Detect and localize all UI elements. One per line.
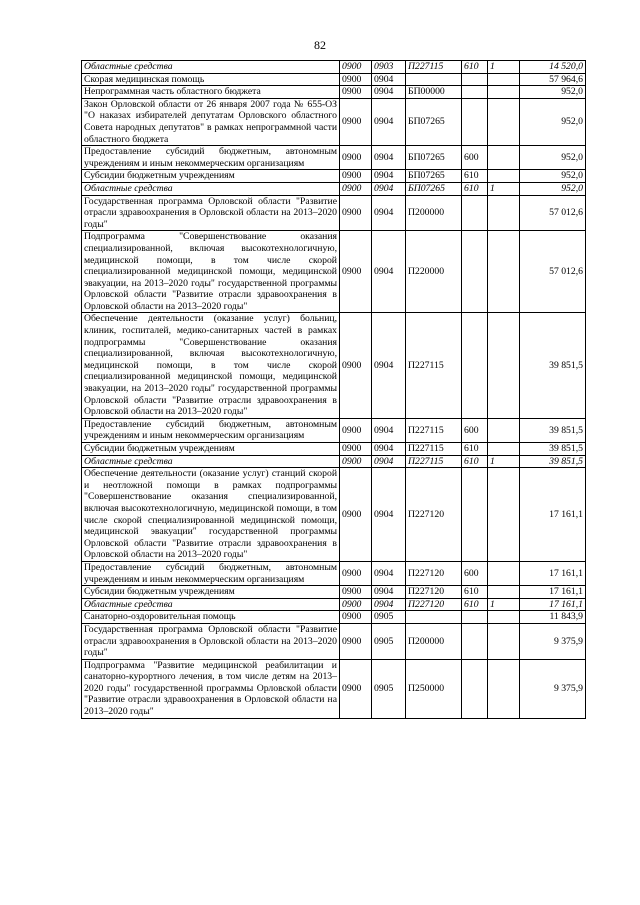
section-code-cell: 0900	[340, 418, 372, 442]
section-code-cell: 0900	[340, 561, 372, 585]
expense-type-cell	[462, 313, 488, 418]
row-name-cell: Областные средства	[82, 455, 340, 468]
target-article-cell: БП07265	[406, 98, 462, 145]
section-code-cell: 0900	[340, 468, 372, 562]
section-code-cell: 0900	[340, 623, 372, 659]
section-code-cell: 0900	[340, 231, 372, 313]
subsection-code-cell: 0904	[372, 170, 406, 183]
row-name-cell: Субсидии бюджетным учреждениям	[82, 586, 340, 599]
target-article-cell: П227115	[406, 313, 462, 418]
amount-cell: 9 375,9	[520, 659, 586, 718]
subsection-code-cell: 0904	[372, 231, 406, 313]
subsection-code-cell: 0904	[372, 195, 406, 231]
subsection-code-cell: 0905	[372, 611, 406, 624]
amount-cell: 952,0	[520, 98, 586, 145]
amount-cell: 57 964,6	[520, 73, 586, 86]
amount-cell: 17 161,1	[520, 598, 586, 611]
subsection-code-cell: 0904	[372, 146, 406, 170]
subsection-code-cell: 0904	[372, 182, 406, 195]
row-name-cell: Государственная программа Орловской области "Развитие отрасли здравоохранения в Орловской области на 2013–2020 годы"	[82, 623, 340, 659]
section-code-cell: 0900	[340, 195, 372, 231]
section-code-cell: 0900	[340, 98, 372, 145]
section-code-cell: 0900	[340, 659, 372, 718]
target-article-cell: П227115	[406, 418, 462, 442]
expense-type-cell: 610	[462, 443, 488, 456]
row-name-cell: Предоставление субсидий бюджетным, автономным учреждениям и иным некоммерческим организациям	[82, 561, 340, 585]
row-name-cell: Непрограммная часть областного бюджета	[82, 86, 340, 99]
row-name-cell: Областные средства	[82, 182, 340, 195]
subsection-code-cell: 0904	[372, 86, 406, 99]
amount-cell: 17 161,1	[520, 561, 586, 585]
row-name-cell: Подпрограмма "Развитие медицинской реабилитации и санаторно-курортного лечения, в том числе детям на 2013–2020 годы" государственной программы Орловской области "Развитие отрасли здравоохранения в Орловской области на 2013–2020 годы"	[82, 659, 340, 718]
expense-type-cell	[462, 468, 488, 562]
table-row	[82, 598, 586, 611]
funding-source-cell	[488, 623, 520, 659]
table-row	[82, 86, 586, 99]
amount-cell: 57 012,6	[520, 195, 586, 231]
table-row	[82, 468, 586, 562]
expense-type-cell	[462, 86, 488, 99]
amount-cell: 39 851,5	[520, 418, 586, 442]
funding-source-cell	[488, 561, 520, 585]
subsection-code-cell: 0904	[372, 468, 406, 562]
target-article-cell: П227115	[406, 455, 462, 468]
funding-source-cell	[488, 98, 520, 145]
target-article-cell: БП07265	[406, 146, 462, 170]
row-name-cell: Обеспечение деятельности (оказание услуг) станций скорой и неотложной помощи в рамках подпрограммы "Совершенствование оказания специализированной, включая высокотехнологичную, медицинской помощи, в том числе скорой специализированной медицинской помощи, медицинской эвакуации" государственной программы Орловской области "Развитие отрасли здравоохранения в Орловской области на 2013–2020 годы"	[82, 468, 340, 562]
row-name-cell: Областные средства	[82, 598, 340, 611]
expense-type-cell: 610	[462, 586, 488, 599]
expense-type-cell	[462, 98, 488, 145]
section-code-cell: 0900	[340, 86, 372, 99]
expense-type-cell: 610	[462, 455, 488, 468]
subsection-code-cell: 0904	[372, 598, 406, 611]
funding-source-cell	[488, 313, 520, 418]
table-row	[82, 623, 586, 659]
target-article-cell: П227120	[406, 561, 462, 585]
funding-source-cell: 1	[488, 182, 520, 195]
row-name-cell: Предоставление субсидий бюджетным, автономным учреждениям и иным некоммерческим организациям	[82, 418, 340, 442]
subsection-code-cell: 0905	[372, 623, 406, 659]
section-code-cell: 0900	[340, 313, 372, 418]
subsection-code-cell: 0904	[372, 313, 406, 418]
section-code-cell: 0900	[340, 182, 372, 195]
subsection-code-cell: 0904	[372, 455, 406, 468]
table-row	[82, 170, 586, 183]
funding-source-cell	[488, 170, 520, 183]
table-row	[82, 146, 586, 170]
target-article-cell: П200000	[406, 623, 462, 659]
target-article-cell: БП07265	[406, 170, 462, 183]
row-name-cell: Областные средства	[82, 61, 340, 74]
amount-cell: 952,0	[520, 182, 586, 195]
table-row	[82, 418, 586, 442]
expense-type-cell	[462, 195, 488, 231]
budget-table-body	[82, 61, 586, 719]
expense-type-cell: 600	[462, 561, 488, 585]
target-article-cell: П227120	[406, 586, 462, 599]
target-article-cell: П250000	[406, 659, 462, 718]
row-name-cell: Санаторно-оздоровительная помощь	[82, 611, 340, 624]
amount-cell: 57 012,6	[520, 231, 586, 313]
target-article-cell	[406, 611, 462, 624]
funding-source-cell	[488, 611, 520, 624]
subsection-code-cell: 0904	[372, 561, 406, 585]
subsection-code-cell: 0904	[372, 73, 406, 86]
expense-type-cell	[462, 659, 488, 718]
funding-source-cell	[488, 659, 520, 718]
amount-cell: 9 375,9	[520, 623, 586, 659]
expense-type-cell	[462, 73, 488, 86]
target-article-cell: П227115	[406, 61, 462, 74]
target-article-cell: БП07265	[406, 182, 462, 195]
funding-source-cell: 1	[488, 61, 520, 74]
table-row	[82, 182, 586, 195]
row-name-cell: Подпрограмма "Совершенствование оказания специализированной, включая высокотехнологичную, медицинской помощи, в том числе скорой специализированной медицинской помощи, медицинской эвакуации, на 2013–2020 годы" государственной программы Орловской области "Развитие отрасли здравоохранения в Орловской области на 2013–2020 годы"	[82, 231, 340, 313]
target-article-cell: П220000	[406, 231, 462, 313]
subsection-code-cell: 0904	[372, 586, 406, 599]
expense-type-cell	[462, 611, 488, 624]
row-name-cell: Предоставление субсидий бюджетным, автономным учреждениям и иным некоммерческим организациям	[82, 146, 340, 170]
amount-cell: 11 843,9	[520, 611, 586, 624]
expense-type-cell: 610	[462, 170, 488, 183]
subsection-code-cell: 0904	[372, 98, 406, 145]
expense-type-cell	[462, 231, 488, 313]
amount-cell: 952,0	[520, 86, 586, 99]
section-code-cell: 0900	[340, 170, 372, 183]
subsection-code-cell: 0905	[372, 659, 406, 718]
row-name-cell: Скорая медицинская помощь	[82, 73, 340, 86]
funding-source-cell	[488, 586, 520, 599]
funding-source-cell: 1	[488, 598, 520, 611]
table-row	[82, 313, 586, 418]
funding-source-cell	[488, 86, 520, 99]
row-name-cell: Государственная программа Орловской области "Развитие отрасли здравоохранения в Орловской области на 2013–2020 годы"	[82, 195, 340, 231]
row-name-cell: Субсидии бюджетным учреждениям	[82, 443, 340, 456]
amount-cell: 952,0	[520, 170, 586, 183]
target-article-cell: П227120	[406, 468, 462, 562]
table-row	[82, 561, 586, 585]
table-row	[82, 61, 586, 74]
table-row	[82, 586, 586, 599]
target-article-cell	[406, 73, 462, 86]
funding-source-cell	[488, 146, 520, 170]
table-row	[82, 73, 586, 86]
section-code-cell: 0900	[340, 598, 372, 611]
expense-type-cell: 610	[462, 182, 488, 195]
funding-source-cell	[488, 468, 520, 562]
amount-cell: 39 851,5	[520, 313, 586, 418]
expense-type-cell	[462, 623, 488, 659]
amount-cell: 39 851,5	[520, 443, 586, 456]
table-row	[82, 98, 586, 145]
table-row	[82, 195, 586, 231]
target-article-cell: П200000	[406, 195, 462, 231]
amount-cell: 14 520,0	[520, 61, 586, 74]
amount-cell: 17 161,1	[520, 468, 586, 562]
row-name-cell: Закон Орловской области от 26 января 2007 года № 655-ОЗ "О наказах избирателей депутатам Орловского областного Совета народных депутатов" в рамках непрограммной части областного бюджета	[82, 98, 340, 145]
table-row	[82, 611, 586, 624]
subsection-code-cell: 0903	[372, 61, 406, 74]
section-code-cell: 0900	[340, 61, 372, 74]
budget-table	[81, 60, 586, 719]
section-code-cell: 0900	[340, 455, 372, 468]
table-row	[82, 455, 586, 468]
expense-type-cell: 600	[462, 418, 488, 442]
amount-cell: 39 851,5	[520, 455, 586, 468]
table-row	[82, 659, 586, 718]
funding-source-cell	[488, 418, 520, 442]
page-number: 82	[314, 38, 326, 52]
target-article-cell: П227115	[406, 443, 462, 456]
target-article-cell: П227120	[406, 598, 462, 611]
expense-type-cell: 600	[462, 146, 488, 170]
funding-source-cell	[488, 231, 520, 313]
row-name-cell: Субсидии бюджетным учреждениям	[82, 170, 340, 183]
expense-type-cell: 610	[462, 598, 488, 611]
subsection-code-cell: 0904	[372, 418, 406, 442]
funding-source-cell	[488, 73, 520, 86]
amount-cell: 952,0	[520, 146, 586, 170]
table-row	[82, 443, 586, 456]
section-code-cell: 0900	[340, 586, 372, 599]
funding-source-cell	[488, 443, 520, 456]
target-article-cell: БП00000	[406, 86, 462, 99]
funding-source-cell	[488, 195, 520, 231]
subsection-code-cell: 0904	[372, 443, 406, 456]
row-name-cell: Обеспечение деятельности (оказание услуг) больниц, клиник, госпиталей, медико-санитарных частей в рамках подпрограммы "Совершенствование оказания специализированной, включая высокотехнологичную, медицинской помощи, в том числе скорой специализированной медицинской помощи, медицинской эвакуации, на 2013–2020 годы" государственной программы Орловской области "Развитие отрасли здравоохранения в Орловской области на 2013–2020 годы"	[82, 313, 340, 418]
section-code-cell: 0900	[340, 146, 372, 170]
section-code-cell: 0900	[340, 443, 372, 456]
expense-type-cell: 610	[462, 61, 488, 74]
table-row	[82, 231, 586, 313]
amount-cell: 17 161,1	[520, 586, 586, 599]
section-code-cell: 0900	[340, 611, 372, 624]
funding-source-cell: 1	[488, 455, 520, 468]
section-code-cell: 0900	[340, 73, 372, 86]
